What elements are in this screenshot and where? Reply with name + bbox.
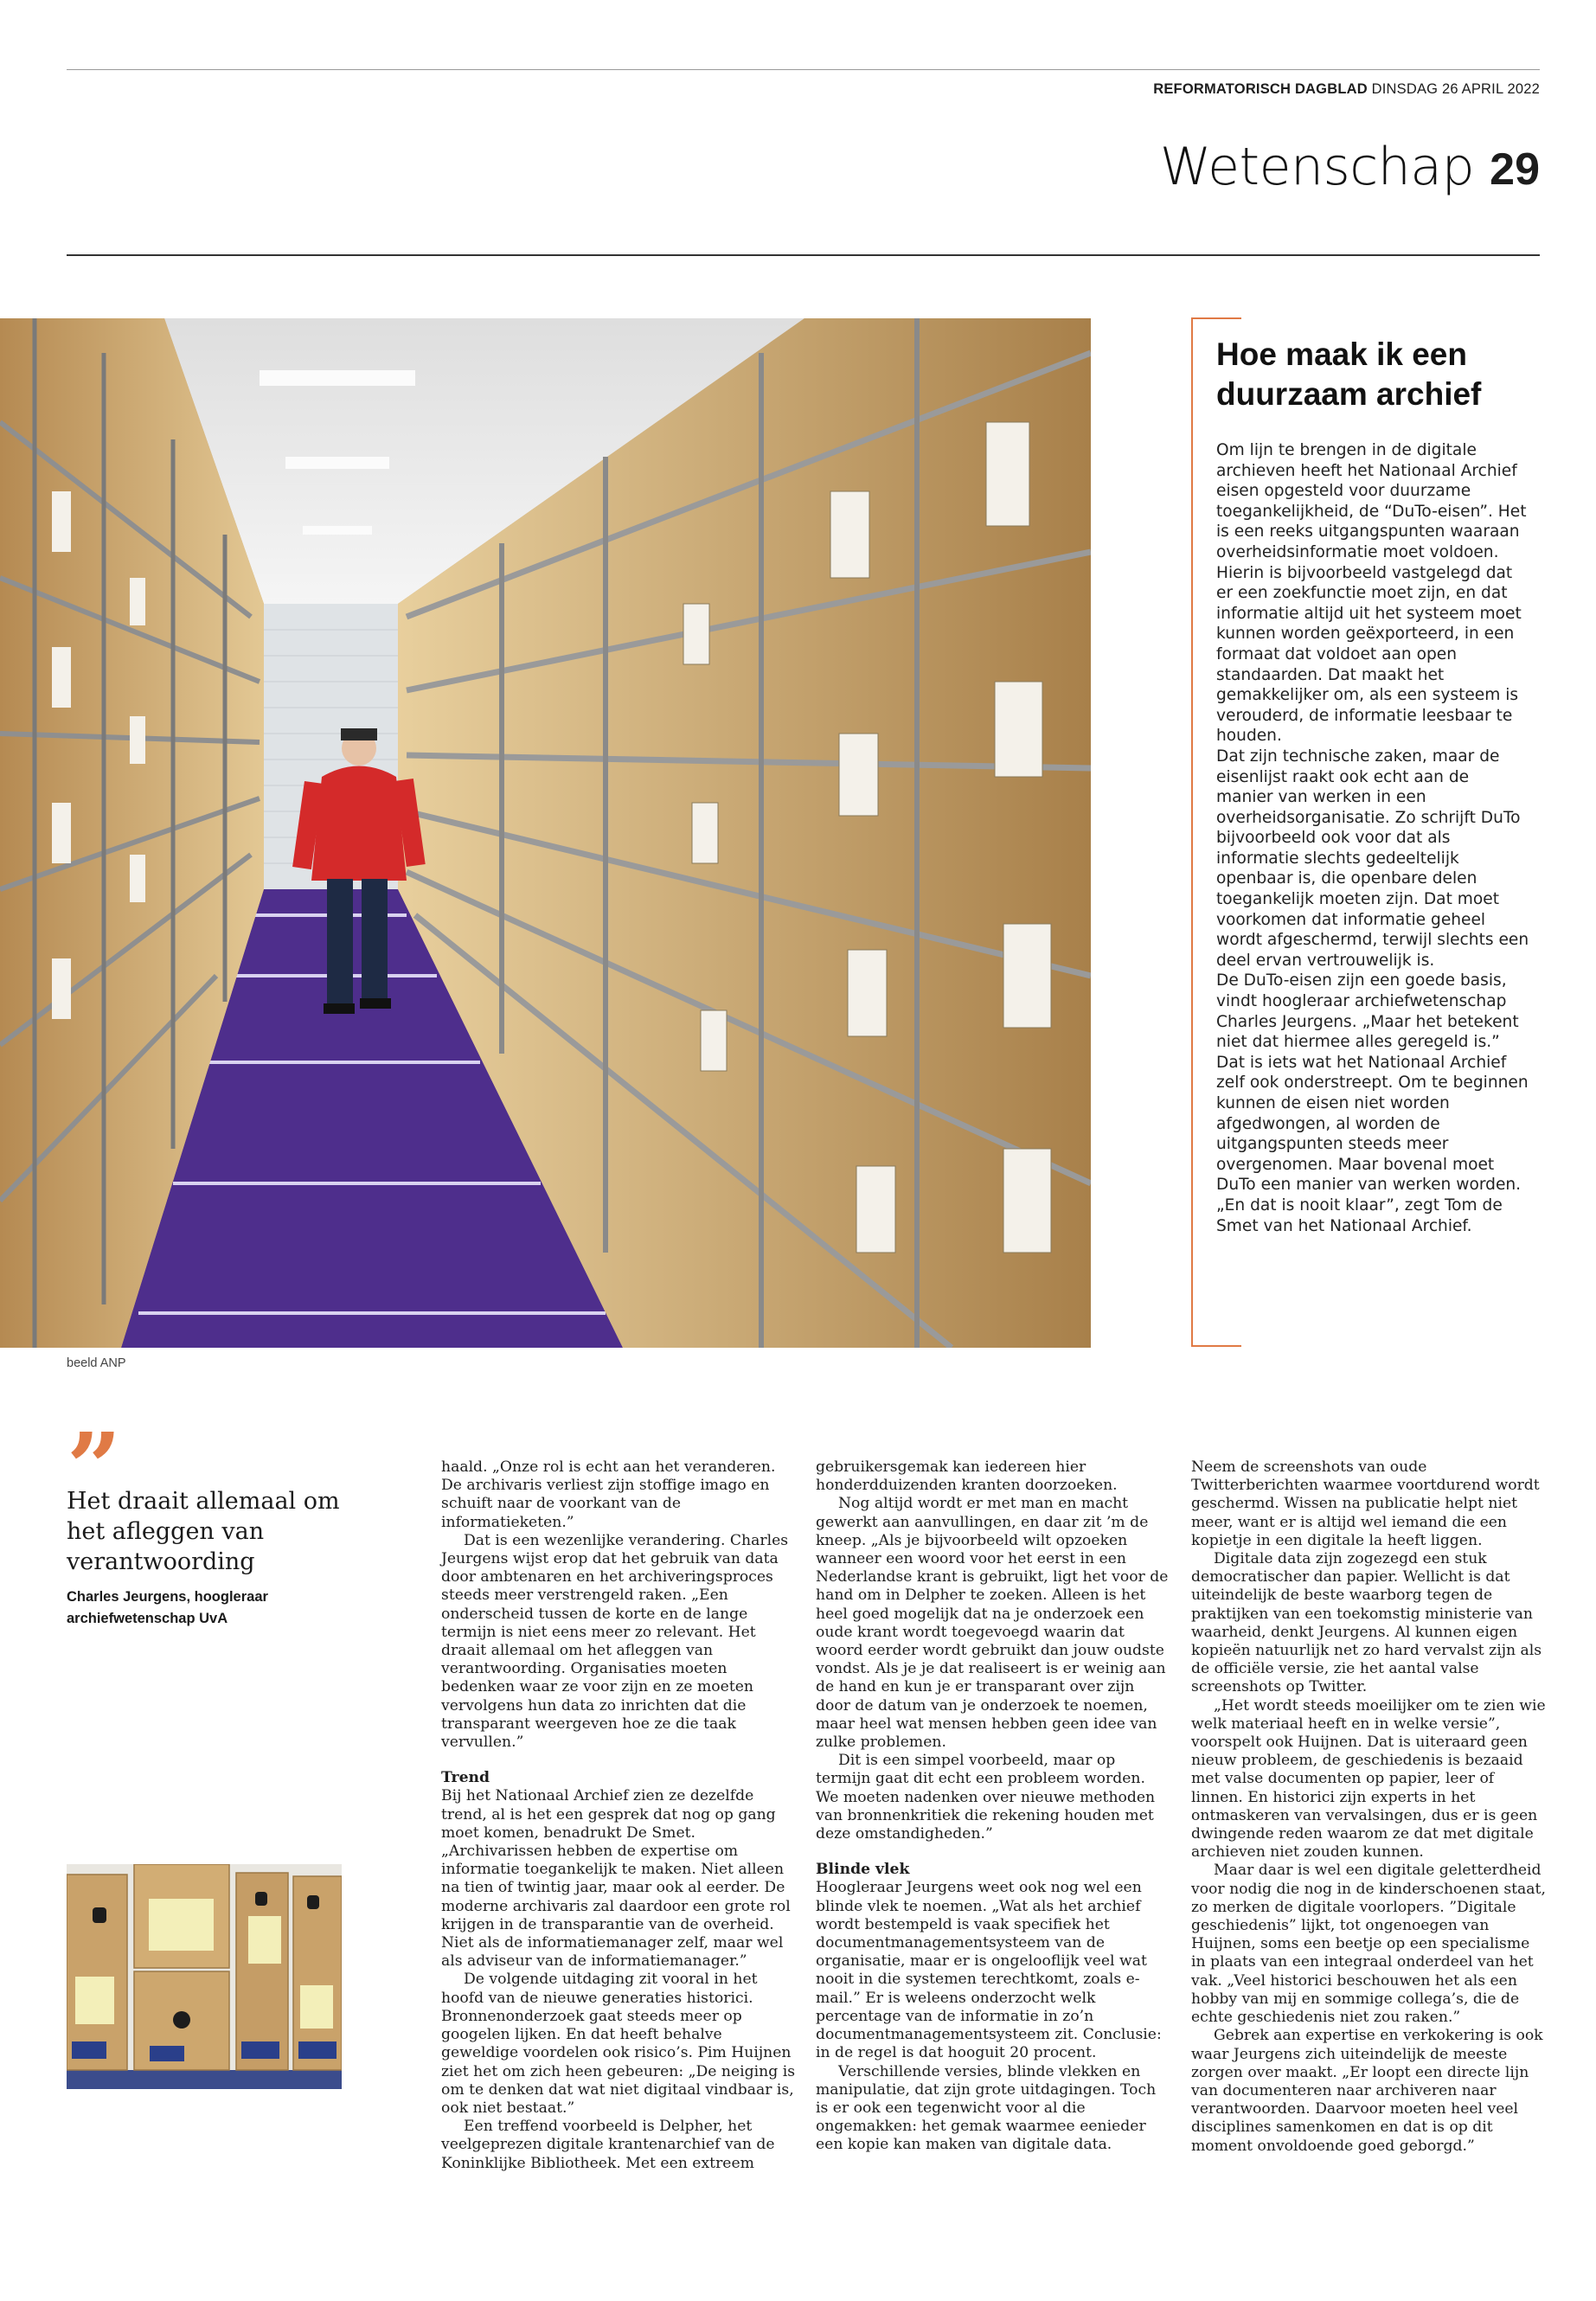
box-paragraph: Om lijn te brengen in de digitale archieven heeft het Nationaal Archief eisen opgesteld voor duurzame toegankelijkheid, de “DuTo-eisen”. Het is een reeks uitgangspunten waaraan overheidsinformatie moet voldoen. Hierin is bijvoorbeeld vastgelegd dat er een zoekfunctie moet zijn, en dat informatie altijd uit het systeem moet kunnen worden geëxporteerd, in een formaat dat voldoet aan open standaarden. Dat maakt het gemakkelijker om, als een systeem is verouderd, de informatie leesbaar te houden. <box>1216 441 1527 746</box>
paragraph: Nog altijd wordt er met man en macht gewerkt aan aanvullingen, en daar zit ’m de kneep. „Als je bijvoorbeeld wilt opzoeken wanneer een woord voor het eerst in een Nederlandse krant is gebruikt, ligt het voor de hand om in Delpher te zoeken. Alleen is het heel goed mogelijk dat na je onderzoek een oude krant wordt toegevoegd waarin dat woord eerder wordt gebruikt dan jouw oudste vondst. Als je je dat realiseert is er weinig aan de hand en kun je er transparant over zijn door de datum van je onderzoek te noemen, maar heel wat mensen hebben geen idee van zulke problemen. <box>816 1495 1169 1752</box>
quote-author: Charles Jeurgens, hoogleraar archiefwetenschap UvA <box>67 1589 268 1626</box>
quote-mark-icon: ” <box>67 1412 122 1523</box>
subheading: Blinde vlek <box>816 1861 910 1879</box>
box-bottom-tick <box>1193 1345 1241 1347</box>
box-top-tick <box>1193 317 1241 319</box>
paragraph: Neem de screenshots van oude Twitterberichten waarmee voortdurend wordt geschermd. Wissen na publicatie helpt niet meer, want er is altijd wel iemand die een kopietje in een digitale la heeft liggen. <box>1191 1458 1540 1549</box>
photo-credit: beeld ANP <box>67 1356 126 1370</box>
paragraph: Gebrek aan expertise en verkokering is ook waar Jeurgens zich uiteindelijk de meeste zorgen over maakt. „Er loopt een directe lijn van documenteren naar archiveren naar verantwoorden. Daarvoor moeten heel veel disciplines samenkomen en dat is op dit moment onvoldoende goed geborgd.” <box>1191 2027 1543 2155</box>
boxes-illustration <box>67 1864 342 2089</box>
header-rule <box>67 254 1540 256</box>
paragraph: Dit is een simpel voorbeeld, maar op termijn gaat dit echt een probleem worden. We moeten nadenken over nieuwe methoden van bronnenkritiek die rekening houden met deze omstandigheden.” <box>816 1752 1156 1843</box>
box-paragraph: De DuTo-eisen zijn een goede basis, vindt hoogleraar archiefwetenschap Charles Jeurgens. „Maar het betekent niet dat hiermee alles geregeld is.” <box>1216 971 1519 1052</box>
article-column-3 <box>1191 1458 1546 2156</box>
paragraph: gebruikersgemak kan iedereen hier honderdduizenden kranten doorzoeken. <box>816 1458 1118 1495</box>
paragraph: Maar daar is wel een digitale geletterdheid voor nodig die nog in de kinderschoenen staat, zo merken de digitale voorlopers. ”Digitale geschiedenis” lijkt, tot ongenoegen van Huijnen, soms een beetje op een specialisme in plaats van een integraal onderdeel van het vak. „Veel historici beschouwen het als een hobby van mij en sommige collega’s, die de echte geschiedenis niet zou raken.” <box>1191 1862 1546 2027</box>
paragraph: Bij het Nationaal Archief zien ze dezelfde trend, al is het een gesprek dat nog op gang moet komen, benadrukt De Smet. „Archivarissen hebben de expertise om informatie toegankelijk te maken. Niet alleen na tien of twintig jaar, maar ook al eerder. De moderne archivaris zal daardoor een grote rol krijgen in de transparantie van de overheid. Niet als de informatiemanager zelf, maar wel als adviseur van de informatiemanager.” <box>441 1787 791 1971</box>
masthead-paper: REFORMATORISCH DAGBLAD <box>1153 81 1368 97</box>
paragraph: haald. „Onze rol is echt aan het veranderen. De archivaris verliest zijn stoffige imago en schuift naar de voorkant van de informatieketen.” <box>441 1458 776 1531</box>
box-title: Hoe maak ik een duurzaam archief <box>1216 336 1482 412</box>
info-box <box>1191 317 1542 1347</box>
section-name: Wetenschap <box>1159 137 1475 197</box>
paragraph: De volgende uitdaging zit vooral in het hoofd van de nieuwe generaties historici. Bronnenonderzoek gaat steeds meer op googelen lijken. En dat heeft behalve geweldige voordelen ook risico’s. Pim Huijnen ziet het om zich heen gebeuren: „De neiging is om te denken dat wat niet digitaal vindbaar is, ook niet bestaat.” <box>441 1971 796 2117</box>
article-column-2 <box>816 1458 1170 2155</box>
archive-photo-illustration <box>0 318 1091 1348</box>
box-paragraph: Dat zijn technische zaken, maar de eisenlijst raakt ook echt aan de manier van werken in een overheidsorganisatie. Zo schrijft DuTo bijvoorbeeld ook voor dat als informatie slechts gedeeltelijk openbaar is, die openbare delen toegankelijk moeten zijn. Dat moet voorkomen dat informatie geheel wordt afgeschermd, terwijl slechts een deel ervan vertrouwelijk is. <box>1216 747 1529 970</box>
paragraph: Digitale data zijn zogezegd een stuk democratischer dan papier. Wellicht is dat uiteindelijk de beste waarborg tegen de praktijken van een toekomstig ministerie van waarheid, denkt Jeurgens. Al kunnen eigen kopieën natuurlijk net zo hard vervalst zijn als de officiële versie, zie het aantal valse screenshots op Twitter. <box>1191 1550 1542 1696</box>
top-rule <box>67 69 1540 70</box>
box-text <box>1216 440 1529 1236</box>
masthead-date: DINSDAG 26 APRIL 2022 <box>1371 81 1540 97</box>
paragraph: Verschillende versies, blinde vlekken en manipulatie, dat zijn grote uitdagingen. Toch is er ook een tegenwicht voor al die ongemakken: het gemak waarmee eenieder een kopie kan maken van digitale data. <box>816 2062 1157 2154</box>
paragraph: Dat is een wezenlijke verandering. Charles Jeurgens wijst erop dat het gebruik van data door ambtenaren en het archiveringsproces steeds meer verstrengeld raken. „Een onderscheid tussen de korte en de lange termijn is niet eens meer zo relevant. Het draait allemaal om het afleggen van verantwoording. Organisaties moeten bedenken waar ze voor zijn en ze moeten vervolgens hun data zo inrichten dat die transparant weergeven hoe ze die taak vervullen.” <box>441 1531 789 1752</box>
pull-quote: Het draait allemaal om het afleggen van verantwoording <box>67 1488 340 1575</box>
subheading: Trend <box>441 1769 490 1787</box>
page-number: 29 <box>1490 144 1540 195</box>
paragraph: Een treffend voorbeeld is Delpher, het veelgeprezen digitale krantenarchief van de Koninklijke Bibliotheek. Met een extreem <box>441 2118 775 2172</box>
section-header <box>67 137 1540 197</box>
archive-shelves-photo <box>0 318 1091 1348</box>
archive-boxes-photo <box>67 1864 342 2089</box>
paragraph: „Het wordt steeds moeilijker om te zien wie welk materiaal heeft en in welke versie”, voorspelt ook Huijnen. Dat is uiteraard geen nieuw probleem, de geschiedenis is bezaaid met valse documenten op papier, leer of linnen. En historici zijn experts in het ontmaskeren van vervalsingen, dus er is geen dwingende reden waarom ze dat met digitale archieven niet zouden kunnen. <box>1191 1696 1546 1862</box>
masthead <box>67 81 1540 98</box>
box-paragraph: Dat is iets wat het Nationaal Archief zelf ook onderstreept. Om te beginnen kunnen de eisen niet worden afgedwongen, al worden de uitgangspunten steeds meer overgenomen. Maar bovenal moet DuTo een manier van werken worden. „En dat is nooit klaar”, zegt Tom de Smet van het Nationaal Archief. <box>1216 1053 1529 1235</box>
paragraph: Hoogleraar Jeurgens weet ook nog wel een blinde vlek te noemen. „Wat als het archief wordt bestempeld is vaak specifiek het documentmanagementsysteem van de organisatie, maar er is ongelooflijk veel wat nooit in die systemen terechtkomt, zoals e-mail.” Er is weleens onderzocht welk percentage van de informatie in zo’n documentmanagementsysteem zit. Conclusie: in de regel is dat hooguit 20 procent. <box>816 1879 1162 2062</box>
article-column-1 <box>441 1458 796 2173</box>
